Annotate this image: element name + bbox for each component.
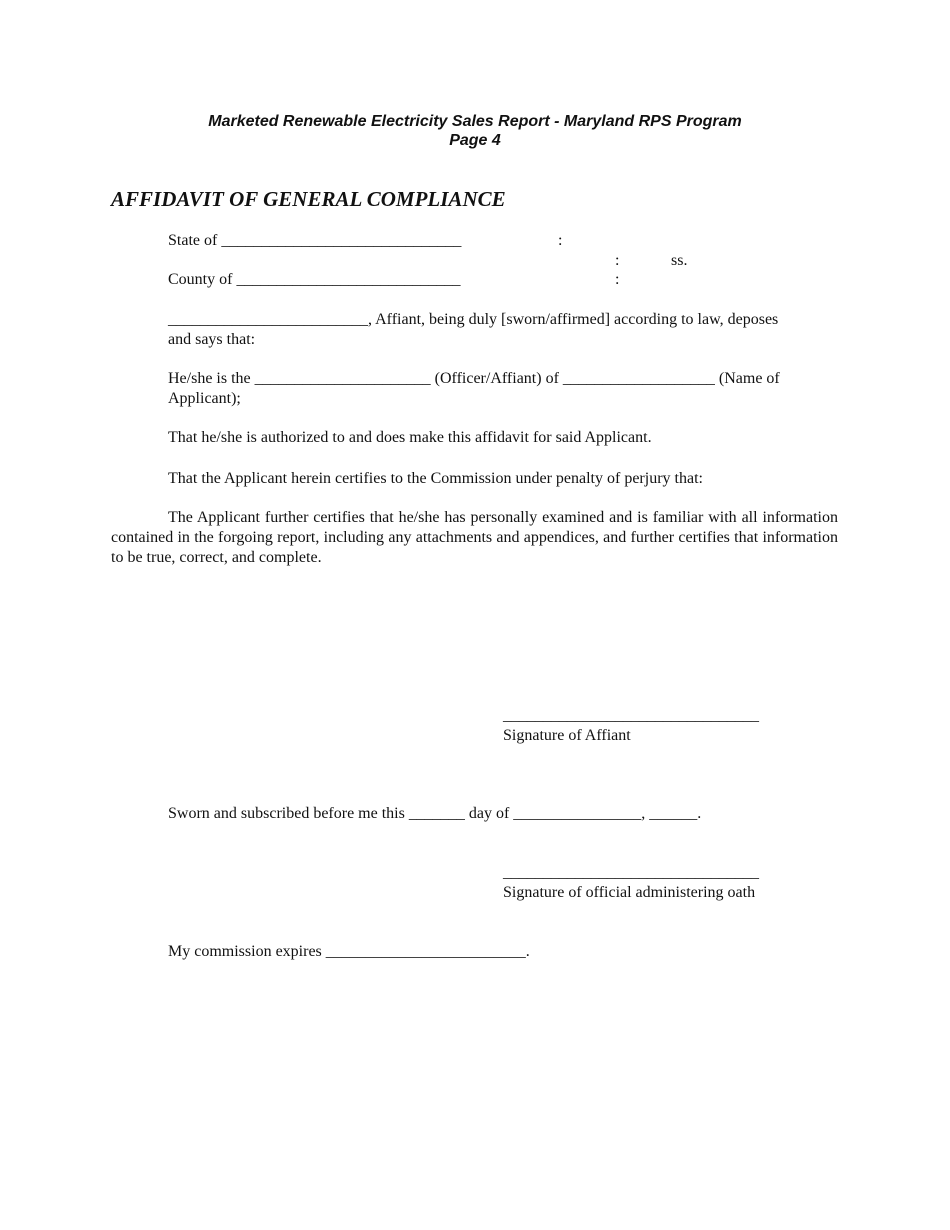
affiant-statement-line1: _________________________, Affiant, being duly [sworn/affirmed] according to law, deposes bbox=[168, 311, 779, 328]
colon-1: : bbox=[558, 232, 563, 249]
county-of-line: County of ____________________________ bbox=[168, 271, 461, 288]
certifies-statement: That the Applicant herein certifies to the Commission under penalty of perjury that: bbox=[168, 470, 703, 487]
affiant-signature-line: ________________________________ bbox=[503, 707, 759, 724]
official-signature-label: Signature of official administering oath bbox=[503, 884, 756, 901]
official-signature-line: ________________________________ bbox=[503, 864, 759, 881]
affidavit-title: AFFIDAVIT OF GENERAL COMPLIANCE bbox=[111, 187, 506, 211]
authorized-statement: That he/she is authorized to and does make this affidavit for said Applicant. bbox=[168, 429, 652, 446]
colon-3: : bbox=[615, 271, 620, 288]
report-title: Marketed Renewable Electricity Sales Report - Maryland RPS Program bbox=[208, 113, 742, 130]
commission-expires-line: My commission expires _________________________. bbox=[168, 943, 530, 960]
further-certifies-paragraph: The Applicant further certifies that he/she has personally examined and is familiar with all information contained in the forgoing report, including any attachments and appendices, and further certifies that information to be true, correct, and complete. bbox=[111, 509, 838, 566]
officer-statement-line1: He/she is the ______________________ (Officer/Affiant) of ___________________ (Name of bbox=[168, 370, 780, 387]
sworn-subscribed-line: Sworn and subscribed before me this _______ day of ________________, ______. bbox=[168, 805, 702, 822]
officer-statement-line2: Applicant); bbox=[168, 390, 241, 407]
affiant-statement-line2: and says that: bbox=[168, 331, 256, 348]
ss-label: ss. bbox=[671, 252, 688, 269]
affiant-signature-label: Signature of Affiant bbox=[503, 727, 631, 744]
state-of-line: State of ______________________________ bbox=[168, 232, 462, 249]
colon-2: : bbox=[615, 252, 620, 269]
page-number: Page 4 bbox=[449, 132, 501, 149]
